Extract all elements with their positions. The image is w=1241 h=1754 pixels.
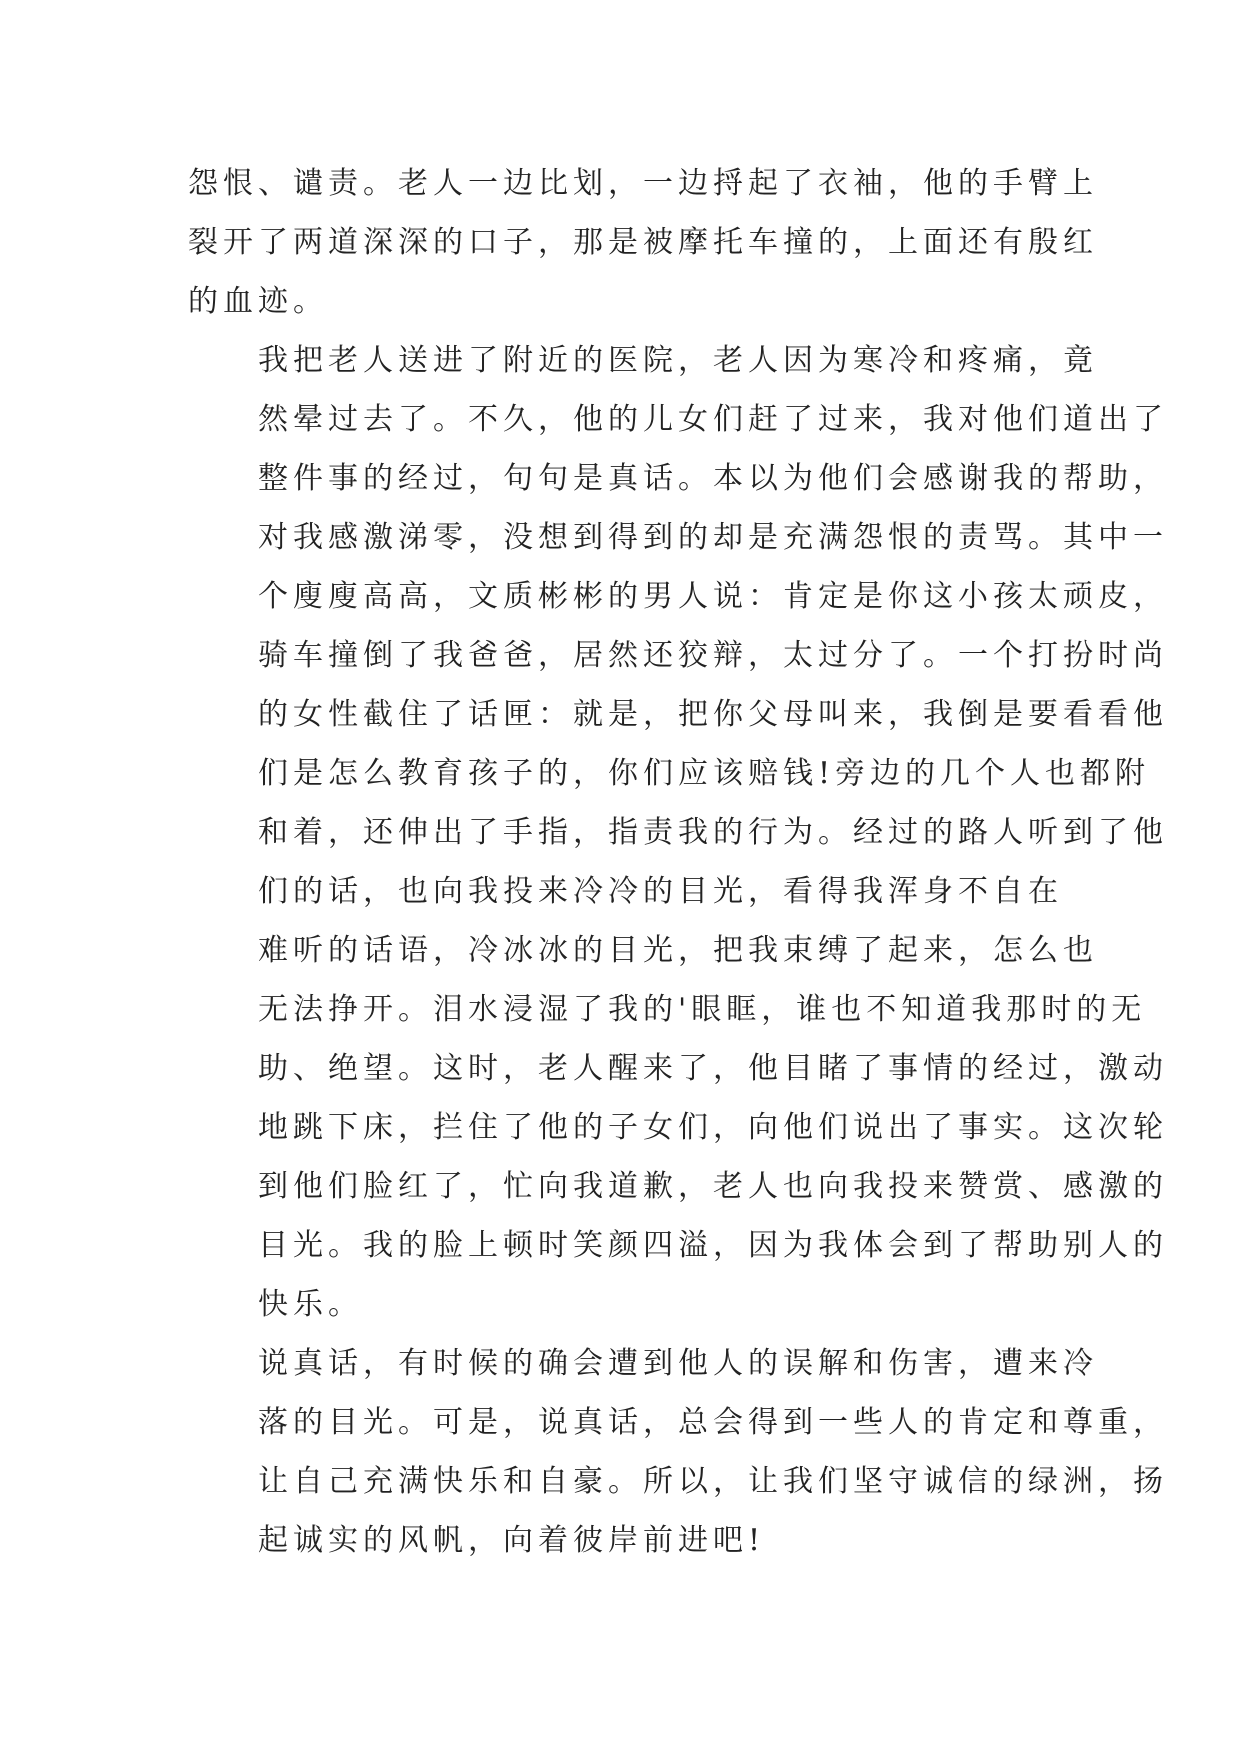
paragraph-4: [188, 1334, 1168, 1570]
text-line: 说真话，有时候的确会遭到他人的误解和伤害，遭来冷: [258, 1346, 1098, 1381]
text-line: 起诚实的风帆，向着彼岸前进吧!: [258, 1523, 766, 1558]
text-line: 难听的话语，冷冰冰的目光，把我束缚了起来，怎么也: [258, 933, 1098, 968]
text-line: 的血迹。: [188, 284, 328, 319]
paragraph-3: [188, 921, 1168, 1334]
paragraph-1: [188, 154, 1098, 331]
text-line: 对我感激涕零，没想到得到的却是充满怨恨的责骂。其中一: [258, 520, 1168, 555]
text-line: 的女性截住了话匣：就是，把你父母叫来，我倒是要看看他: [258, 697, 1168, 732]
text-line: 整件事的经过，句句是真话。本以为他们会感谢我的帮助，: [258, 461, 1168, 496]
text-line: 我把老人送进了附近的医院，老人因为寒冷和疼痛，竟: [258, 343, 1098, 378]
text-line: 和着，还伸出了手指，指责我的行为。经过的路人听到了他: [258, 815, 1168, 850]
text-line: 让自己充满快乐和自豪。所以，让我们坚守诚信的绿洲，扬: [258, 1464, 1168, 1499]
text-line: 裂开了两道深深的口子，那是被摩托车撞的，上面还有殷红: [188, 225, 1098, 260]
text-line: 无法挣开。泪水浸湿了我的'眼眶，谁也不知道我那时的无: [258, 992, 1147, 1027]
text-line: 助、绝望。这时，老人醒来了，他目睹了事情的经过，激动: [258, 1051, 1168, 1086]
document-body: [188, 154, 1168, 1570]
text-line: 目光。我的脸上顿时笑颜四溢，因为我体会到了帮助别人的: [258, 1228, 1168, 1263]
text-line: 然晕过去了。不久，他的儿女们赶了过来，我对他们道出了: [258, 402, 1168, 437]
text-line: 怨恨、谴责。老人一边比划，一边捋起了衣袖，他的手臂上: [188, 166, 1098, 201]
paragraph-2: [188, 331, 1168, 921]
text-line: 个廋廋高高，文质彬彬的男人说：肯定是你这小孩太顽皮，: [258, 579, 1168, 614]
text-line: 落的目光。可是，说真话，总会得到一些人的肯定和尊重，: [258, 1405, 1168, 1440]
text-line: 们的话，也向我投来冷冷的目光，看得我浑身不自在: [258, 874, 1063, 909]
text-line: 到他们脸红了，忙向我道歉，老人也向我投来赞赏、感激的: [258, 1169, 1168, 1204]
text-line: 地跳下床，拦住了他的子女们，向他们说出了事实。这次轮: [258, 1110, 1168, 1145]
text-line: 骑车撞倒了我爸爸，居然还狡辩，太过分了。一个打扮时尚: [258, 638, 1168, 673]
text-line: 们是怎么教育孩子的，你们应该赔钱!旁边的几个人也都附: [258, 756, 1151, 791]
text-line: 快乐。: [258, 1287, 363, 1322]
